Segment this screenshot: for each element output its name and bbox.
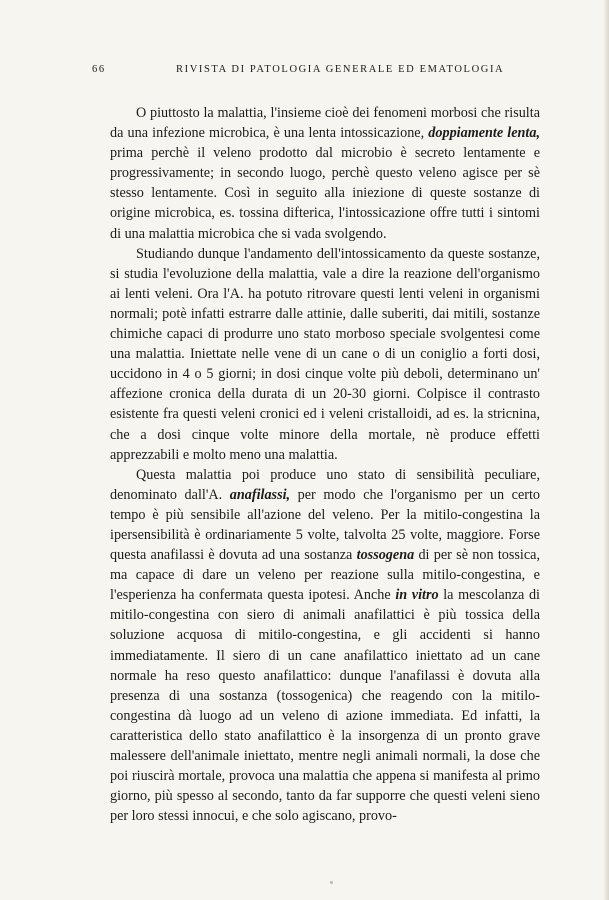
paper-speck bbox=[330, 881, 333, 884]
running-title: RIVISTA DI PATOLOGIA GENERALE ED EMATOLOGIA bbox=[176, 64, 505, 75]
emphasis-doppiamente-lenta: doppiamente lenta, bbox=[428, 125, 540, 142]
paragraph-3: Questa malattia poi produce uno stato di sensibilità peculiare, denominato dall'A. anafilassi, per modo che l'organismo per un certo tempo è più sensibile all'azione del veleno. Per la mitilo-congestina la ipersensibilità è ordinariamente 5 volte, talvolta 25 volte, maggiore. Forse questa anafilassi è dovuta ad una sostanza tossogena di per sè non tossica, ma capace di dare un veleno per reazione sulla mitilo-congestina, e l'esperienza ha confermata questa ipotesi. Anche in vitro la mescolanza di mitilo-congestina con siero di animali anafilattici è più tossica della soluzione acquosa di mitilo-congestina, e gli accidenti si hanno immediatamente. Il siero di un cane anafilattico iniettato ad un cane normale ha reso questo anafilattico: dunque l'anafilassi è dovuta alla presenza di una sostanza (tossogenica) che reagendo con la mitilo-congestina dà luogo ad un veleno di azione immediata. Ed infatti, la caratteristica dello stato anafilattico è la insorgenza di un pronto grave malessere dell'animale iniettato, mentre negli animali normali, la dose che poi riuscirà mortale, provoca una malattia che appena si manifesta al primo giorno, più spesso al secondo, tanto da far supporre che questi veleni sieno per loro stessi innocui, e che solo agiscano, provo- bbox=[110, 466, 541, 825]
page-header bbox=[92, 64, 542, 82]
body-text bbox=[110, 103, 540, 826]
emphasis-tossogena: tossogena bbox=[356, 547, 415, 564]
emphasis-in-vitro: in vitro bbox=[395, 587, 439, 604]
paragraph-1: O piuttosto la malattia, l'insieme cioè dei fenomeni morbosi che risulta da una infezione microbica, è una lenta intossicazione, doppiamente lenta, prima perchè il veleno prodotto dal microbio è secreto lentamente e progressivamente; in secondo luogo, perchè questo veleno agisce per sè stesso lentamente. Così in seguito alla iniezione di queste sostanze di origine microbica, es. tossina difterica, l'intossicazione offre tutti i sintomi di una malattia microbica che si vada svolgendo. bbox=[110, 105, 540, 242]
page-edge-shadow bbox=[603, 0, 609, 900]
page-number: 66 bbox=[92, 64, 106, 75]
paragraph-2: Studiando dunque l'andamento dell'intossicamento da queste sostanze, si studia l'evoluzione della malattia, vale a dire la reazione dell'organismo ai lenti veleni. Ora l'A. ha potuto ritrovare questi lenti veleni in organismi normali; potè infatti estrarre dalle attinie, dalle suberiti, dai mitili, sostanze chimiche capaci di produrre uno stato morboso speciale svolgentesi come una malattia. Iniettate nelle vene di un cane o di un coniglio a forti dosi, uccidono in 4 o 5 giorni; in dosi cinque volte più deboli, determinano un' affezione cronica della durata di un 20-30 giorni. Colpisce il contrasto esistente fra questi veleni cronici ed i veleni cristalloidi, ad es. la stricnina, che a dosi cinque volte minore della mortale, nè produce effetti apprezzabili e molto meno una malattia. bbox=[110, 245, 540, 463]
emphasis-anafilassi: anafilassi, bbox=[229, 486, 291, 503]
